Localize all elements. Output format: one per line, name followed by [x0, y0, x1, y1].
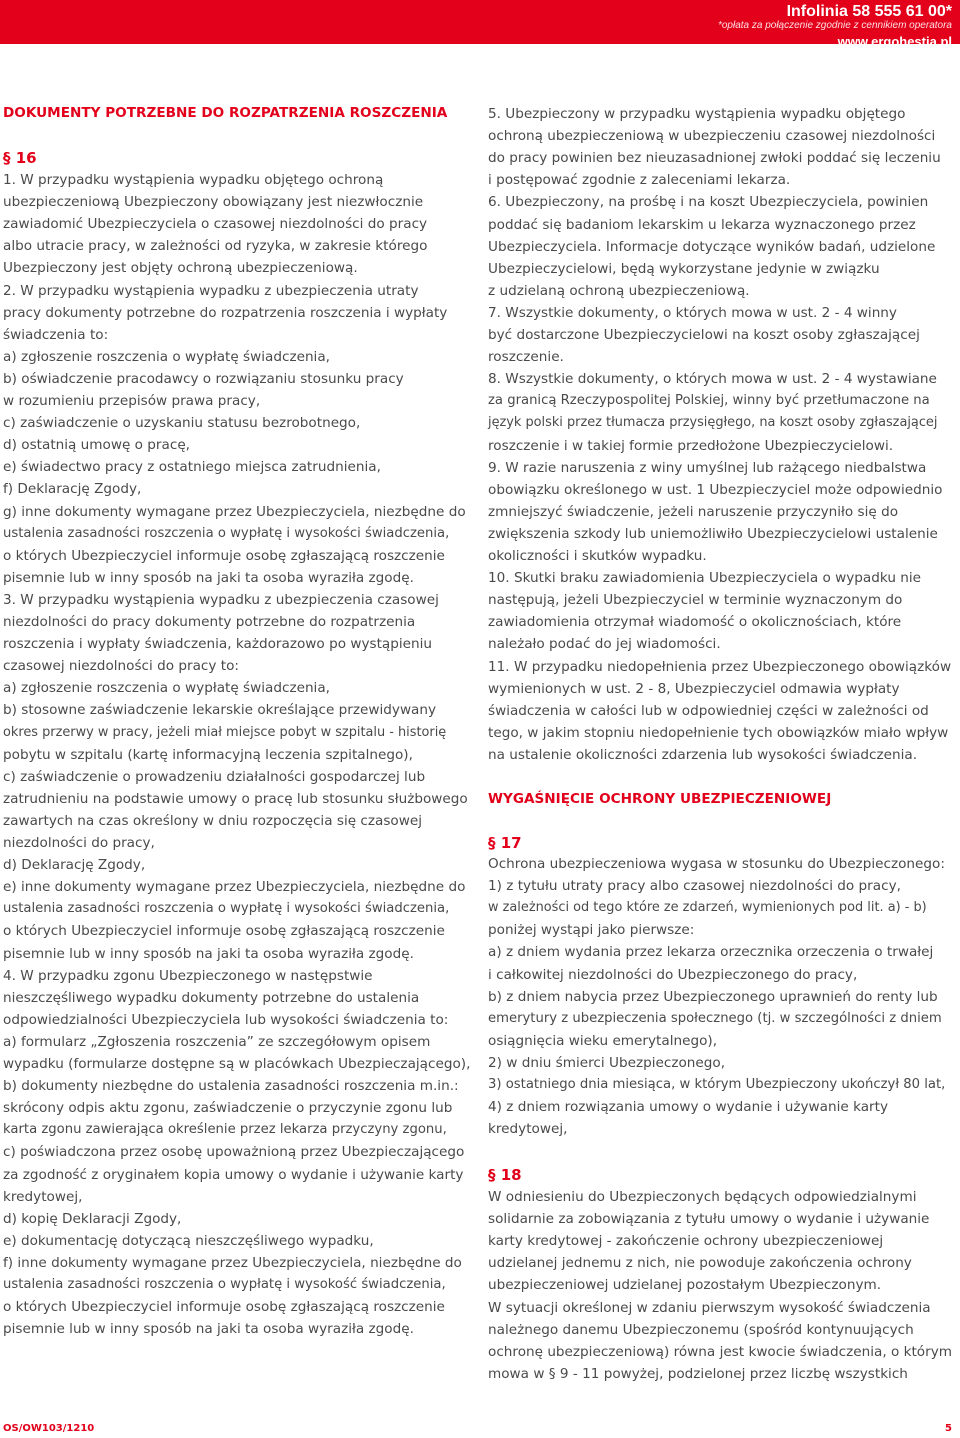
body-text-line: skrócony odpis aktu zgonu, zaświadczenie o przyczynie zgonu lub — [3, 1100, 453, 1117]
body-text-line: W sytuacji określonej w zdaniu pierwszym wysokość świadczenia — [488, 1299, 931, 1316]
body-text-line: pisemnie lub w inny sposób na jaki ta osoba wyraziła zgodę. — [3, 945, 414, 962]
top-banner — [0, 0, 960, 49]
paragraph-16-number: § 16 — [3, 149, 37, 167]
body-text-line: pisemnie lub w inny sposób na jaki ta osoba wyraziła zgodę. — [3, 569, 414, 586]
body-text-line: czasowej niezdolności do pracy to: — [3, 658, 239, 675]
document-code: OS/OW103/1210 — [3, 1423, 95, 1434]
body-text-line: e) świadectwo pracy z ostatniego miejsca zatrudnienia, — [3, 459, 381, 476]
body-text-line: wypadku (formularze dostępne są w placówkach Ubezpieczającego), — [3, 1056, 471, 1072]
body-text-line: odpowiedzialności Ubezpieczyciela lub wysokości świadczenia to: — [3, 1011, 449, 1028]
body-text-line: d) ostatnią umowę o pracę, — [3, 437, 191, 454]
body-text-line: d) kopię Deklaracji Zgody, — [3, 1210, 182, 1227]
body-text-line: e) inne dokumenty wymagane przez Ubezpieczyciela, niezbędne do — [3, 879, 466, 896]
body-text-line: i całkowitej niezdolności do Ubezpieczonego do pracy, — [488, 966, 858, 983]
body-text-line: 7. Wszystkie dokumenty, o których mowa w ust. 2 - 4 winny — [488, 304, 897, 321]
body-text-line: tego, w jakim stopniu niedopełnienie tych obowiązków miało wpływ — [488, 724, 949, 741]
body-text-line: solidarnie za zobowiązania z tytułu umowy o wydanie i używanie — [488, 1211, 930, 1228]
page-number: 5 — [945, 1423, 952, 1434]
body-text-line: W odniesieniu do Ubezpieczonych będących odpowiedzialnymi — [488, 1189, 917, 1205]
body-text-line: e) dokumentację dotyczącą nieszczęśliwego wypadku, — [3, 1232, 374, 1249]
body-text-line: karta zgonu zawierająca określenie przez lekarza przyczyny zgonu, — [3, 1122, 447, 1138]
body-text-line: b) z dniem nabycia przez Ubezpieczonego uprawnień do renty lub — [488, 988, 938, 1005]
body-text-line: 2) w dniu śmierci Ubezpieczonego, — [488, 1054, 726, 1071]
body-text-line: osiągnięcia wieku emerytalnego), — [488, 1032, 718, 1049]
body-text-line: język polski przez tłumacza przysięgłego, na koszt osoby zgłaszającej — [488, 415, 938, 431]
body-text-line: 11. W przypadku niedopełnienia przez Ubezpieczonego obowiązków — [488, 658, 952, 675]
body-text-line: ochroną ubezpieczeniową w ubezpieczeniu czasowej niezdolności — [488, 128, 936, 145]
body-text-line: o których Ubezpieczyciel informuje osobę zgłaszającą roszczenie — [3, 923, 445, 940]
body-text-line: a) z dniem wydania przez lekarza orzecznika orzeczenia o trwałej — [488, 944, 934, 961]
body-text-line: świadczenia w całości lub w odpowiedniej części w zależności od — [488, 702, 929, 719]
body-text-line: następują, jeżeli Ubezpieczyciel w terminie wyznaczonym do — [488, 592, 903, 609]
body-text-line: udzielanej jednemu z nich, nie powoduje zakończenia ochrony — [488, 1255, 912, 1272]
body-text-line: pracy dokumenty potrzebne do rozpatrzenia roszczenia i wypłaty — [3, 304, 448, 321]
body-text-line: 2. W przypadku wystąpienia wypadku z ubezpieczenia utraty — [3, 282, 419, 299]
body-text-line: pobytu w szpitalu (kartę informacyjną leczenia szpitalnego), — [3, 746, 413, 763]
body-text-line: świadczenia to: — [3, 326, 109, 343]
body-text-line: 9. W razie naruszenia z winy umyślnej lub rażącego niedbalstwa — [488, 459, 927, 476]
body-text-line: niezdolności do pracy, — [3, 835, 155, 851]
body-text-line: ustalenia zasadności roszczenia o wypłatę i wysokość świadczenia, — [3, 1277, 446, 1292]
body-text-line: poddać się badaniom lekarskim u lekarza wyznaczonego przez — [488, 216, 916, 233]
body-text-line: okres przerwy w pracy, jeżeli miał miejsce pobyt w szpitalu - historię — [3, 724, 447, 740]
body-text-line: zmniejszyć świadczenie, jeżeli naruszenie przyczyniło się do — [488, 503, 899, 520]
body-text-line: ustalenia zasadności roszczenia o wypłatę i wysokości świadczenia, — [3, 525, 450, 541]
body-text-line: wymienionych w ust. 2 - 8, Ubezpieczyciel odmawia wypłaty — [488, 680, 900, 697]
body-text-line: emerytury z ubezpieczenia społecznego (tj. w szczególności z dniem — [488, 1010, 942, 1026]
body-text-line: 5. Ubezpieczony w przypadku wystąpienia wypadku objętego — [488, 106, 906, 122]
body-text-line: roszczenia i wypłaty świadczenia, każdorazowo po wystąpieniu — [3, 636, 433, 653]
body-text-line: zawiadomić Ubezpieczyciela o czasowej niezdolności do pracy — [3, 216, 428, 233]
body-text-line: należało podać do jej wiadomości. — [488, 636, 721, 653]
body-text-line: mowa w § 9 - 11 powyżej, podzielonej przez liczbę wszystkich — [488, 1365, 908, 1382]
body-text-line: a) formularz „Zgłoszenia roszczenia” ze szczegółowym opisem — [3, 1033, 431, 1050]
body-text-line: w zależności od tego które ze zdarzeń, wymienionych pod lit. a) - b) — [488, 900, 927, 916]
body-text-line: okoliczności i skutków wypadku. — [488, 548, 707, 564]
body-text-line: ochronę ubezpieczeniową) równa jest kwocie świadczenia, o którym — [488, 1343, 952, 1360]
section-heading-documents: DOKUMENTY POTRZEBNE DO ROZPATRZENIA ROSZCZENIA — [3, 105, 448, 121]
body-text-line: z udzielaną ochroną ubezpieczeniową. — [488, 282, 750, 299]
body-text-line: ubezpieczeniowej udzielanej pozostałym Ubezpieczonym. — [488, 1277, 882, 1294]
hotline-note: *opłata za połączenie zgodnie z cennikiem operatora — [717, 20, 952, 31]
body-text-line: należnego danemu Ubezpieczonemu (spośród kontynuujących — [488, 1321, 914, 1338]
body-text-line: b) oświadczenie pracodawcy o rozwiązaniu stosunku pracy — [3, 370, 404, 387]
body-text-line: obowiązku określonego w ust. 1 Ubezpieczyciel może odpowiednio — [488, 481, 943, 498]
body-text-line: zwiększenia szkody lub uniemożliwiło Ubezpieczycielowi ustalenie — [488, 525, 938, 542]
body-text-line: d) Deklarację Zgody, — [3, 857, 146, 874]
body-text-line: za granicą Rzeczypospolitej Polskiej, winny być przetłumaczone na — [488, 393, 930, 409]
body-text-line: Ochrona ubezpieczeniowa wygasa w stosunku do Ubezpieczonego: — [488, 856, 945, 872]
body-text-line: Ubezpieczyciela. Informacje dotyczące wyników badań, udzielone — [488, 238, 936, 255]
body-text-line: 4) z dniem rozwiązania umowy o wydanie i używanie karty — [488, 1099, 888, 1116]
contact-info — [718, 3, 952, 50]
body-text-line: a) zgłoszenie roszczenia o wypłatę świadczenia, — [3, 348, 330, 365]
body-text-line: a) zgłoszenie roszczenia o wypłatę świadczenia, — [3, 680, 330, 697]
body-text-line: Ubezpieczycielowi, będą wykorzystane jedynie w związku — [488, 260, 880, 277]
body-text-line: być dostarczone Ubezpieczycielowi na koszt osoby zgłaszającej — [488, 327, 920, 343]
body-text-line: zawiadomienia otrzymał wiadomość o okolicznościach, które — [488, 614, 902, 631]
body-text-line: c) zaświadczenie o prowadzeniu działalności gospodarczej lub — [3, 768, 426, 785]
body-text-line: roszczenie. — [488, 349, 564, 366]
body-text-line: poniżej wystąpi jako pierwsze: — [488, 922, 695, 939]
body-text-line: 1. W przypadku wystąpienia wypadku objętego ochroną — [3, 172, 384, 188]
body-text-line: ustalenia zasadności roszczenia o wypłatę i wysokości świadczenia, — [3, 901, 450, 917]
body-text-line: c) zaświadczenie o uzyskaniu statusu bezrobotnego, — [3, 415, 361, 432]
body-text-line: 3) ostatniego dnia miesiąca, w którym Ubezpieczony ukończył 80 lat, — [488, 1077, 946, 1092]
body-text-line: g) inne dokumenty wymagane przez Ubezpieczyciela, niezbędne do — [3, 503, 466, 520]
body-text-line: roszczenie i w takiej formie przedłożone Ubezpieczycielowi. — [488, 437, 894, 454]
website-link[interactable]: www.ergohestia.pl — [837, 34, 952, 49]
body-text-line: za zgodność z oryginałem kopia umowy o wydanie i używanie karty — [3, 1166, 464, 1183]
body-text-line: ubezpieczeniową Ubezpieczony obowiązany jest niezwłocznie — [3, 194, 424, 211]
body-text-line: w rozumieniu przepisów prawa pracy, — [3, 393, 261, 409]
body-text-line: kredytowej, — [3, 1188, 83, 1205]
body-text-line: o których Ubezpieczyciel informuje osobę zgłaszającą roszczenie — [3, 547, 445, 564]
body-text-line: 3. W przypadku wystąpienia wypadku z ubezpieczenia czasowej — [3, 591, 439, 608]
body-text-line: kredytowej, — [488, 1121, 568, 1138]
body-text-line: f) inne dokumenty wymagane przez Ubezpieczyciela, niezbędne do — [3, 1254, 462, 1271]
body-text-line: c) poświadczona przez osobę upoważnioną przez Ubezpieczającego — [3, 1144, 465, 1161]
body-text-line: 10. Skutki braku zawiadomienia Ubezpieczyciela o wypadku nie — [488, 570, 922, 587]
body-text-line: Ubezpieczony jest objęty ochroną ubezpieczeniową. — [3, 260, 358, 277]
body-text-line: pisemnie lub w inny sposób na jaki ta osoba wyraziła zgodę. — [3, 1321, 414, 1338]
body-text-line: na ustalenie okoliczności zdarzenia lub wysokości świadczenia. — [488, 746, 918, 763]
body-text-line: o których Ubezpieczyciel informuje osobę zgłaszającą roszczenie — [3, 1299, 445, 1316]
body-text-line: b) dokumenty niezbędne do ustalenia zasadności roszczenia m.in.: — [3, 1078, 459, 1095]
body-text-line: 1) z tytułu utraty pracy albo czasowej niezdolności do pracy, — [488, 878, 901, 895]
body-text-line: 6. Ubezpieczony, na prośbę i na koszt Ubezpieczyciela, powinien — [488, 194, 929, 211]
body-text-line: karty kredytowej - zakończenie ochrony ubezpieczeniowej — [488, 1233, 884, 1250]
body-text-line: 8. Wszystkie dokumenty, o których mowa w ust. 2 - 4 wystawiane — [488, 371, 937, 388]
hotline: Infolinia 58 555 61 00* — [786, 3, 952, 20]
paragraph-17-number: § 17 — [488, 834, 522, 852]
body-text-line: 4. W przypadku zgonu Ubezpieczonego w następstwie — [3, 967, 373, 984]
body-text-line: do pracy powinien bez nieuzasadnionej zwłoki poddać się leczeniu — [488, 150, 941, 167]
body-text-line: zawartych na czas określony w dniu rozpoczęcia się czasowej — [3, 812, 422, 829]
body-text-line: niezdolności do pracy dokumenty potrzebne do rozpatrzenia — [3, 614, 416, 630]
body-text-line: b) stosowne zaświadczenie lekarskie określające przewidywany — [3, 702, 437, 719]
section-heading-expiry: WYGAŚNIĘCIE OCHRONY UBEZPIECZENIOWEJ — [488, 791, 832, 807]
body-text-line: zatrudnieniu na podstawie umowy o pracę lub stosunku służbowego — [3, 790, 468, 807]
body-text-line: i postępować zgodnie z zaleceniami lekarza. — [488, 172, 791, 189]
body-text-line: f) Deklarację Zgody, — [3, 481, 142, 498]
paragraph-18-number: § 18 — [488, 1166, 522, 1184]
body-text-line: nieszczęśliwego wypadku dokumenty potrzebne do ustalenia — [3, 989, 420, 1006]
body-text-line: albo utracie pracy, w zależności od ryzyka, w zakresie którego — [3, 238, 428, 255]
